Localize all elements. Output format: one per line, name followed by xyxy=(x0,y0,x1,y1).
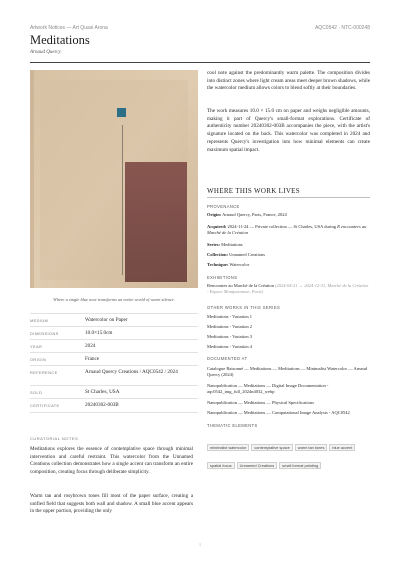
meta-key: DIMENSIONS xyxy=(30,331,59,336)
meta-key: SOLD xyxy=(30,390,43,395)
meta-key: YEAR xyxy=(30,344,43,349)
acquired-label: Acquired: xyxy=(207,224,227,229)
where-section-title: WHERE THIS WORK LIVES xyxy=(207,187,300,195)
meta-value: St Charles, USA xyxy=(85,389,120,395)
header-divider xyxy=(30,62,370,63)
header-bar xyxy=(30,25,370,33)
meta-row-reference xyxy=(30,365,198,386)
provenance-acquired xyxy=(207,224,370,237)
theme-tag[interactable]: contemplative space xyxy=(251,444,292,451)
meta-value: 2024 xyxy=(85,343,96,349)
collection-label: Collection: xyxy=(207,252,228,257)
page xyxy=(30,0,370,565)
series-value[interactable]: Meditations xyxy=(221,242,243,247)
series-work-link[interactable]: Meditations - Variation 4 xyxy=(207,344,253,349)
meta-value: France xyxy=(85,356,100,362)
acquired-value: 2024-11-24 — Private collection — St Charles, USA during xyxy=(227,224,336,229)
exhibitions-heading: EXHIBITIONS xyxy=(207,275,238,280)
series-work-link[interactable]: Meditations - Variation 1 xyxy=(207,314,253,319)
meta-value: 10.0×15.0cm xyxy=(85,330,113,336)
series-label: Series: xyxy=(207,242,220,247)
meta-value: 20240302-003B xyxy=(85,402,119,408)
where-section-divider xyxy=(207,197,370,198)
series-work-link[interactable]: Meditations - Variation 3 xyxy=(207,334,253,339)
documentation-link[interactable]: Catalogue Raisonné — Meditations — Meditations — Minimalist Watercolor — Arnaud Quercy (2024) xyxy=(207,366,368,378)
provenance-origin xyxy=(207,212,370,218)
curatorial-heading: CURATORIAL NOTES xyxy=(30,436,79,441)
other-works-heading: OTHER WORKS IN THIS SERIES xyxy=(207,305,281,310)
origin-label: Origin: xyxy=(207,212,222,217)
theme-tag[interactable]: Unnamed Creations xyxy=(237,462,278,469)
theme-tag[interactable]: warm tan tones xyxy=(295,444,328,451)
theme-tag[interactable]: spatial focus xyxy=(207,462,235,469)
artist-name: Arnaud Quercy xyxy=(30,50,61,55)
curatorial-paragraph-2: Warm tan and rosybrown tones fill most of the paper surface, creating a unified field that suggests both wall and shadow. A small blue accent appears in the upper portion, providing the only xyxy=(30,493,193,515)
curatorial-paragraph-1: Meditations explores the essence of contemplative space through minimal intervention and careful restraint. This watercolor from the Unnamed Creations collection demonstrates how a single accent can transform an entire composition, creating focus through deliberate simplicity. xyxy=(30,446,193,476)
theme-tag[interactable]: minimalist watercolor xyxy=(207,444,249,451)
series-work-link[interactable]: Meditations - Variation 2 xyxy=(207,324,253,329)
meta-row-dimensions xyxy=(30,326,198,340)
technique-label: Technique: xyxy=(207,262,229,267)
exhibition-name: Rencontres au Marché de la Création xyxy=(207,283,274,288)
page-title: Meditations xyxy=(30,33,90,47)
theme-tag[interactable]: blue accent xyxy=(329,444,355,451)
meta-row-origin xyxy=(30,352,198,366)
meta-key: CERTIFICATE xyxy=(30,403,60,408)
meta-row-year xyxy=(30,339,198,353)
meta-row-medium xyxy=(30,313,198,327)
documented-heading: DOCUMENTED AT xyxy=(207,356,248,361)
collection-line xyxy=(207,252,370,258)
meta-row-certificate xyxy=(30,398,198,413)
reference-code: AQC0542 · NTC-000248 xyxy=(314,25,370,31)
collection-value[interactable]: Unnamed Creations xyxy=(229,252,265,257)
artwork-caption: Where a single blue note transforms an entire world of warm silence. xyxy=(53,297,175,302)
meta-row-sold xyxy=(30,385,198,399)
theme-tag[interactable]: small format painting xyxy=(279,462,321,469)
meta-value: Arnaud Quercy Creations / AQC0542 / 2024 xyxy=(85,369,178,375)
technique-line xyxy=(207,262,370,268)
documentation-link[interactable]: Nanopublication — Meditations — Computational Image Analysis - AQC0542 xyxy=(207,410,350,415)
breadcrumb[interactable]: Artwork Notices — Art Quasi Arona xyxy=(30,25,108,31)
documentation-link[interactable]: Nanopublication — Meditations — Physical Specifications xyxy=(207,400,314,405)
exhibition-details: (2024-04-21 → 2024-12-31, Marché de la Création - Espace Montparnasse, Paris) xyxy=(207,283,369,295)
technique-value: Watercolor xyxy=(229,262,250,267)
meta-key: MEDIUM xyxy=(30,318,49,323)
meta-key: ORIGIN xyxy=(30,357,47,362)
description-paragraph-2: The work measures 10.0 × 15.0 cm on paper and weighs negligible amounts, making it part of Quercy's small-format explorations. Certificate of authenticity number 20240302-003B accompanies the piece, with the artist's signature located on the back. This watercolor was completed in 2024 and represents Quercy's investigation into how minimal elements can create maximum spatial impact. xyxy=(207,108,370,153)
meta-key: REFERENCE xyxy=(30,370,58,375)
thematic-heading: THEMATIC ELEMENTS xyxy=(207,423,258,428)
documentation-link[interactable]: Nanopublication — Meditations — Digital Image Documentation - aqc0542_img_full_2024n4032_webp xyxy=(207,383,329,395)
exhibition-item[interactable] xyxy=(207,283,370,296)
origin-value: Arnaud Quercy, Paris, France, 2024 xyxy=(222,212,287,217)
series-line xyxy=(207,242,370,248)
acquired-event: R encounters au Marché de la Création xyxy=(207,224,367,236)
provenance-heading: PROVENANCE xyxy=(207,204,240,209)
artwork-image[interactable] xyxy=(30,70,198,288)
meta-value: Watercolor on Paper xyxy=(85,317,128,323)
thematic-tags xyxy=(207,436,370,472)
page-number: 1 xyxy=(199,542,201,547)
description-paragraph-1: cool note against the predominantly warm palette. The composition divides into distinct zones where light cream areas meet deeper brown shadows, while the watercolor medium allows colors to blend softly at their boundaries. xyxy=(207,70,370,92)
